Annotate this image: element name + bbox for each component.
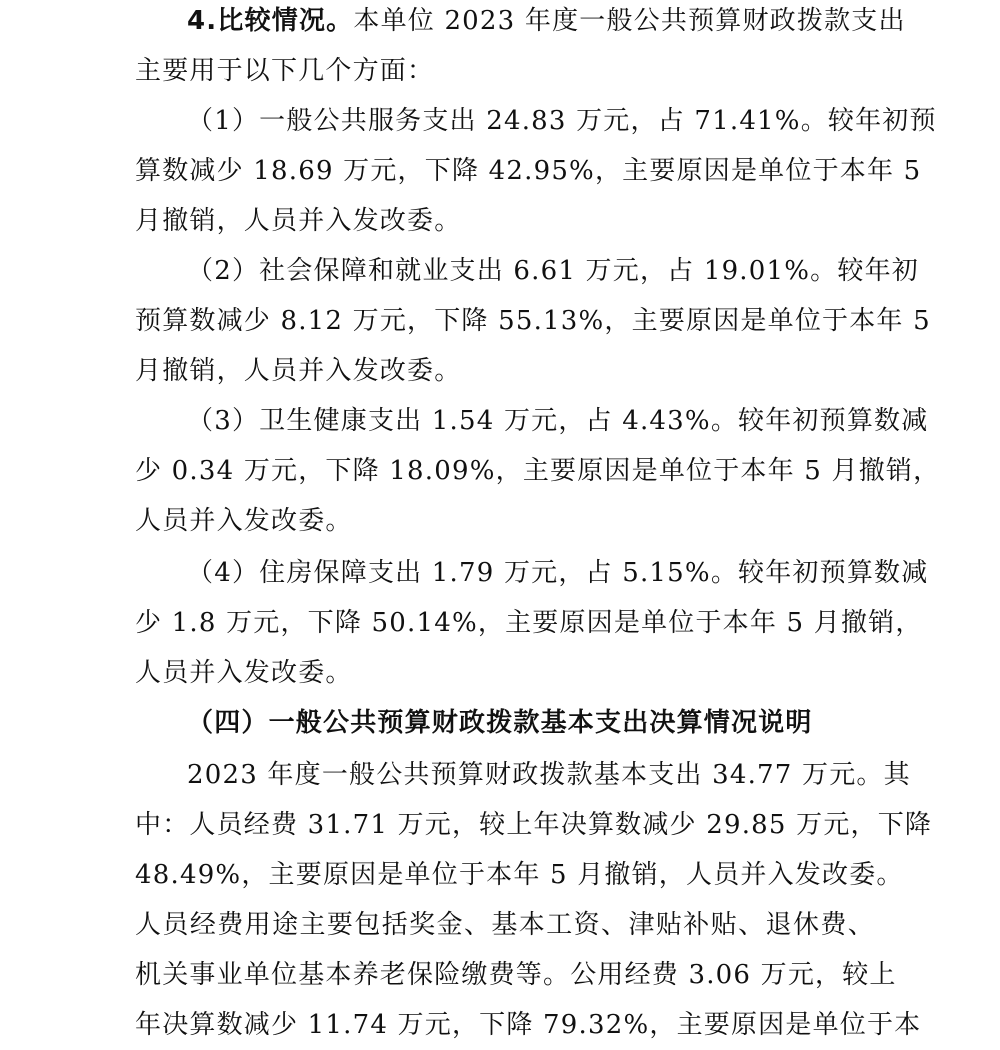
basic-line5: 机关事业单位基本养老保险缴费等。公用经费 3.06 万元，较上 (135, 960, 897, 990)
basic-line2: 中：人员经费 31.71 万元，较上年决算数减少 29.85 万元，下降 (135, 810, 933, 840)
item3-line2: 少 0.34 万元，下降 18.09%，主要原因是单位于本年 5 月撤销， (135, 456, 941, 486)
item4-line2: 少 1.8 万元，下降 50.14%，主要原因是单位于本年 5 月撤销， (135, 608, 923, 638)
item2-line1: （2）社会保障和就业支出 6.61 万元，占 19.01%。较年初 (187, 256, 919, 286)
item2-line2: 预算数减少 8.12 万元，下降 55.13%，主要原因是单位于本年 5 (135, 306, 931, 336)
basic-line4: 人员经费用途主要包括奖金、基本工资、津贴补贴、退休费、 (135, 910, 875, 940)
item3-line3: 人员并入发改委。 (135, 506, 353, 536)
item1-line3: 月撤销，人员并入发改委。 (135, 206, 462, 236)
basic-line3: 48.49%，主要原因是单位于本年 5 月撤销，人员并入发改委。 (135, 860, 904, 890)
item4-line1: （4）住房保障支出 1.79 万元，占 5.15%。较年初预算数减 (187, 558, 929, 588)
section4-heading: 4.比较情况。 (187, 6, 354, 36)
basic-line6: 年决算数减少 11.74 万元，下降 79.32%，主要原因是单位于本 (135, 1010, 922, 1040)
item2-line3: 月撤销，人员并入发改委。 (135, 356, 462, 386)
section4-second-line: 主要用于以下几个方面： (135, 56, 435, 86)
section4-intro-text: 本单位 2023 年度一般公共预算财政拨款支出 (353, 6, 906, 36)
item1-line2: 算数减少 18.69 万元，下降 42.95%，主要原因是单位于本年 5 (135, 156, 922, 186)
section4-first-line (135, 0, 906, 46)
subsection-title: （四）一般公共预算财政拨款基本支出决算情况说明 (187, 708, 813, 738)
item1-line1: （1）一般公共服务支出 24.83 万元，占 71.41%。较年初预 (187, 106, 937, 136)
item3-line1: （3）卫生健康支出 1.54 万元，占 4.43%。较年初预算数减 (187, 406, 929, 436)
item4-line3: 人员并入发改委。 (135, 658, 353, 688)
basic-line1: 2023 年度一般公共预算财政拨款基本支出 34.77 万元。其 (187, 760, 911, 790)
